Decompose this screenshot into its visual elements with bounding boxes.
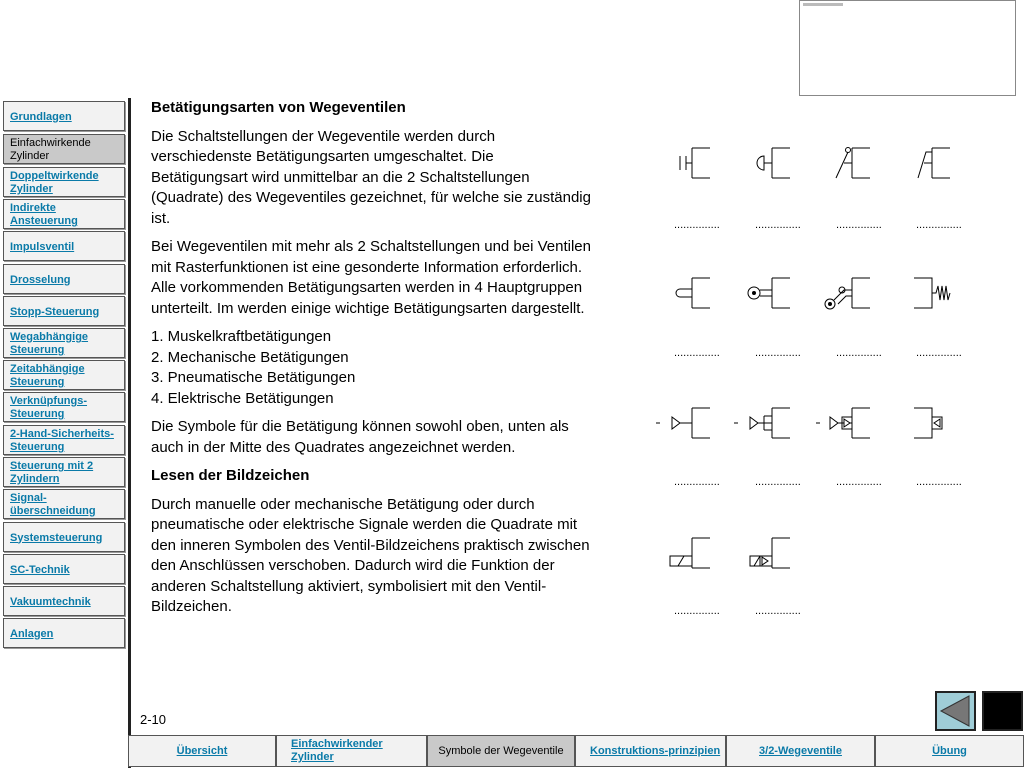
tab-3-2-wegeventile[interactable]: 3/2-Wegeventile (726, 735, 875, 767)
intro-paragraph: Die Schaltstellungen der Wegeventile werden durch verschiedenste Betätigungsarten umgeschaltet. Die Betätigungsart wird unmittelbar an die 2 Schaltstellungen (Quadrate) des Wegeventiles gezeichnet, für welche sie zuständig ist. (151, 127, 591, 227)
sidebar-item-sc-technik[interactable]: SC-Technik (3, 554, 125, 584)
sidebar-item-impulsventil[interactable]: Impulsventil (3, 231, 125, 261)
previous-page-button[interactable] (935, 691, 976, 731)
sidebar-item-doppeltwirkende-zylinder[interactable]: Doppeltwirkende Zylinder (3, 167, 125, 197)
pedal-icon (910, 140, 990, 190)
arrow-left-icon (937, 693, 974, 729)
sidebar-item-stopp-steuerung[interactable]: Stopp-Steuerung (3, 296, 125, 326)
answer-blank: ............... (916, 476, 962, 488)
answer-blank: ............... (755, 605, 801, 617)
page-number: 2-10 (140, 712, 167, 727)
page-title: Betätigungsarten von Wegeventilen (151, 99, 406, 116)
idle-roller-icon (830, 270, 910, 320)
answer-blank: ............... (916, 347, 962, 359)
mushroom-button-icon (750, 140, 830, 190)
answer-blank: ............... (836, 219, 882, 231)
sidebar-item-vakuumtechnik[interactable]: Vakuumtechnik (3, 586, 125, 616)
tab-konstruktionsprinzipien[interactable]: Konstruktions-prinzipien (575, 735, 726, 767)
groups-paragraph: Bei Wegeventilen mit mehr als 2 Schaltstellungen und bei Ventilen mit Rasterfunktionen ist eine gesonderte Information erforderlich. Alle vorkommenden Betätigungsarten werden in 4 Hauptgruppen unterteilt. Im werden einige wichtige Betätigungsarten dargestellt. (151, 238, 591, 317)
pneumatic-servo-icon (830, 400, 910, 450)
tab-uebung[interactable]: Übung (875, 735, 1024, 767)
pneumatic-release-icon (910, 400, 990, 450)
actuation-groups-list (151, 327, 591, 409)
list-item: 2. Mechanische Betätigungen (151, 348, 349, 366)
sidebar-item-systemsteuerung[interactable]: Systemsteuerung (3, 522, 125, 552)
answer-blank: ............... (836, 347, 882, 359)
list-item: 1. Muskelkraftbetätigungen (151, 328, 332, 345)
sidebar-item-drosselung[interactable]: Drosselung (3, 264, 125, 294)
lever-icon (830, 140, 910, 190)
answer-blank: ............... (674, 347, 720, 359)
list-item: 3. Pneumatische Betätigungen (151, 369, 356, 386)
tab-symbole-der-wegeventile[interactable]: Symbole der Wegeventile (427, 735, 575, 767)
answer-blank: ............... (674, 219, 720, 231)
section-subtitle: Lesen der Bildzeichen (151, 467, 310, 484)
roller-icon (750, 270, 830, 320)
answer-blank: ............... (755, 347, 801, 359)
sidebar-item-grundlagen[interactable]: Grundlagen (3, 101, 125, 131)
tab-einfachwirkender-zylinder[interactable]: Einfachwirkender Zylinder (276, 735, 427, 767)
reading-paragraph: Durch manuelle oder mechanische Betätigung oder durch pneumatische oder elektrische Signale werden die Quadrate mit den inneren Symbolen des Ventil-Bildzeichens praktisch zwischen den Anschlüssen verschoben. Dadurch wird die Funktion der anderen Schaltstellung aktiviert, symbolisiert mit den Ventil-Bildzeichen. (151, 495, 590, 615)
sidebar-item-einfachwirkende-zylinder[interactable]: Einfachwirkende Zylinder (3, 134, 125, 164)
list-item: 4. Elektrische Betätigungen (151, 389, 334, 407)
pushbutton-icon (670, 140, 750, 190)
answer-blank: ............... (674, 605, 720, 617)
tab-uebersicht[interactable]: Übersicht (128, 735, 276, 767)
pneumatic-pressure-icon (750, 400, 830, 450)
answer-blank: ............... (755, 219, 801, 231)
sidebar-item-anlagen[interactable]: Anlagen (3, 618, 125, 648)
sidebar-item-zeitabhaengige-steuerung[interactable]: Zeitabhängige Steuerung (3, 360, 125, 390)
slide-thumbnail[interactable] (799, 0, 1016, 96)
solenoid-icon (670, 530, 750, 580)
answer-blank: ............... (916, 219, 962, 231)
sidebar-nav (0, 98, 130, 768)
sidebar-item-verknuepfungs-steuerung[interactable]: Verknüpfungs-Steuerung (3, 392, 125, 422)
bottom-nav (128, 735, 1024, 768)
answer-blank: ............... (674, 476, 720, 488)
thumbnail-text-line (803, 3, 843, 6)
next-page-button[interactable] (982, 691, 1023, 731)
sidebar-item-steuerung-mit-2-zylindern[interactable]: Steuerung mit 2 Zylindern (3, 457, 125, 487)
sidebar-divider (128, 98, 131, 768)
answer-blank: ............... (836, 476, 882, 488)
sidebar-item-2-hand-sicherheits-steuerung[interactable]: 2-Hand-Sicherheits-Steuerung (3, 425, 125, 455)
sidebar-item-indirekte-ansteuerung[interactable]: Indirekte Ansteuerung (3, 199, 125, 229)
pneumatic-direct-icon (670, 400, 750, 450)
placement-paragraph: Die Symbole für die Betätigung können sowohl oben, unten als auch in der Mitte des Quadrates angezeichnet werden. (151, 418, 569, 456)
sidebar-item-wegabhaengige-steuerung[interactable]: Wegabhängige Steuerung (3, 328, 125, 358)
plunger-icon (670, 270, 750, 320)
answer-blank: ............... (755, 476, 801, 488)
actuation-symbols-grid (650, 140, 990, 630)
main-content (151, 98, 591, 626)
sidebar-item-signalueberschneidung[interactable]: Signal-überschneidung (3, 489, 125, 519)
spring-icon (910, 270, 990, 320)
solenoid-pilot-icon (750, 530, 830, 580)
